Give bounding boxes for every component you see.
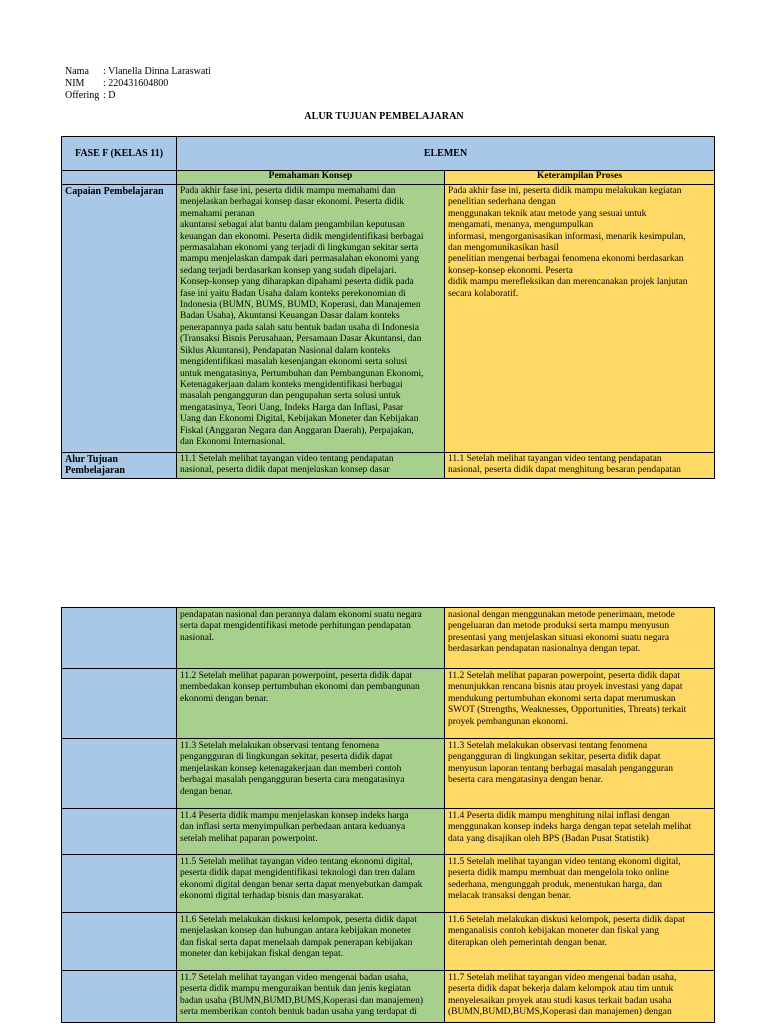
name-value: : Vlanella Dinna Laraswati <box>103 66 211 77</box>
row-keterampilan-cell: nasional dengan menggunakan metode penerimaan, metode pengeluaran dan metode produksi serta mampu menyusun presentasi yang menjelaskan situasi ekonomi suatu negara berdasarkan pendapatan nasionalnya dengan tepat. <box>445 608 715 669</box>
row-keterampilan-cell: 11.2 Setelah melihat paparan powerpoint, peserta didik dapat menunjukkan rencana bisnis atau proyek investasi yang dapat mendukung pertumbuhan ekonomi serta dapat merumuskan SWOT (Strengths, Weaknesses, Opportunities, Threats) terkait proyek pembangunan ekonomi. <box>445 669 715 739</box>
alur-label: Alur Tujuan Pembelajaran <box>62 453 177 479</box>
label-cell <box>62 669 177 739</box>
row-keterampilan-cell: 11.7 Setelah melihat tayangan video mengenai badan usaha, peserta didik dapat bekerja dalam kelompok atau tim untuk menyelesaikan proyek atau studi kasus terkait badan usaha (BUMN,BUMD,BUMS,Koperasi dan manajemen) dengan <box>445 971 715 1023</box>
nim-value: : 220431604800 <box>103 78 169 89</box>
row-keterampilan-cell: 11.4 Peserta didik mampu menghitung nilai inflasi dengan menggunakan konsep indeks harga dengan tepat setelah melihat data yang disajikan oleh BPS (Badan Pusat Statistik) <box>445 809 715 855</box>
fase-header: FASE F (KELAS 11) <box>62 137 177 171</box>
label-cell <box>62 608 177 669</box>
label-cell <box>62 855 177 913</box>
label-cell <box>62 971 177 1023</box>
offering-label: Offering <box>65 90 100 101</box>
offering-value: : D <box>103 90 116 101</box>
atp-table-page2 <box>61 607 715 1023</box>
elemen-header: ELEMEN <box>177 137 715 171</box>
offering-row <box>65 90 211 102</box>
pemahaman-konsep-header: Pemahaman Konsep <box>177 171 445 185</box>
row-pemahaman-cell: 11.2 Setelah melihat paparan powerpoint, peserta didik dapat membedakan konsep pertumbuhan ekonomi dan pembangunan ekonomi dengan benar. <box>177 669 445 739</box>
label-cell <box>62 739 177 809</box>
capaian-keterampilan-cell: Pada akhir fase ini, peserta didik mampu melakukan kegiatan penelitian sederhana dengan menggunakan teknik atau metode yang sesuai untuk mengamati, menanya, mengumpulkan informasi, mengorganisasikan informasi, menarik kesimpulan, dan mengomunikasikan hasil penelitian mengenai berbagai fenomena ekonomi berdasarkan konsep-konsep ekonomi. Peserta didik mampu merefleksikan dan merencanakan projek lanjutan secara kolaboratif. <box>445 185 715 453</box>
document-title: ALUR TUJUAN PEMBELAJARAN <box>304 111 464 122</box>
capaian-pemahaman-cell: Pada akhir fase ini, peserta didik mampu memahami dan menjelaskan berbagai konsep dasar ekonomi. Peserta didik memahami peranan akuntansi sebagai alat bantu dalam pengambilan keputusan keuangan dan ekonomi. Peserta didik mengidentifikasi berbagai permasalahan ekonomi yang terjadi di lingkungan sekitar serta mampu menjelaskan dampak dari permasalahan ekonomi yang sedang terjadi berdasarkan konsep yang sudah dipelajari. Konsep-konsep yang diharapkan dipahami peserta didik pada fase ini yaitu Badan Usaha dalam konteks perekonomian di Indonesia (BUMN, BUMS, BUMD, Koperasi, dan Manajemen Badan Usaha), Akuntansi Keuangan Dasar dalam konteks penerapannya pada salah satu bentuk badan usaha di Indonesia (Transaksi Bisnis Perusahaan, Persamaan Dasar Akuntansi, dan Siklus Akuntansi), Pendapatan Nasional dalam konteks mengidentifikasi masalah kesenjangan ekonomi serta solusi untuk mengatasinya, Pertumbuhan dan Pembangunan Ekonomi, Ketenagakerjaan dalam konteks mengidentifikasi berbagai masalah pengangguran dan pengupahan serta solusi untuk mengatasinya, Teori Uang, Indeks Harga dan Inflasi, Pasar Uang dan Ekonomi Digital, Kebijakan Moneter dan Kebijakan Fiskal (Anggaran Negara dan Anggaran Daerah), Perpajakan, dan Ekonomi Internasional. <box>177 185 445 453</box>
name-label: Nama <box>65 66 89 77</box>
empty-header-cell <box>62 171 177 185</box>
row-pemahaman-cell: 11.5 Setelah melihat tayangan video tentang ekonomi digital, peserta didik dapat mengidentifikasi teknologi dan tren dalam ekonomi digital dengan benar serta dapat menyebutkan dampak ekonomi digital terhadap bisnis dan masyarakat. <box>177 855 445 913</box>
row-keterampilan-cell: 11.3 Setelah melakukan observasi tentang fenomena pengangguran di lingkungan sekitar, peserta didik dapat menyusun laporan tentang berbagai masalah pengangguran beserta cara mengatasinya dengan benar. <box>445 739 715 809</box>
atp-table-page1 <box>61 136 715 479</box>
student-info <box>65 66 211 102</box>
row-pemahaman-cell: pendapatan nasional dan perannya dalam ekonomi suatu negara serta dapat mengidentifikasi metode perhitungan pendapatan nasional. <box>177 608 445 669</box>
alur-keterampilan-cell: 11.1 Setelah melihat tayangan video tentang pendapatan nasional, peserta didik dapat menghitung besaran pendapatan <box>445 453 715 479</box>
row-pemahaman-cell: 11.4 Peserta didik mampu menjelaskan konsep indeks harga dan inflasi serta menyimpulkan perbedaan antara keduanya setelah melihat paparan powerpoint. <box>177 809 445 855</box>
keterampilan-proses-header: Keterampilan Proses <box>445 171 715 185</box>
label-cell <box>62 913 177 971</box>
label-cell <box>62 809 177 855</box>
row-pemahaman-cell: 11.3 Setelah melakukan observasi tentang fenomena pengangguran di lingkungan sekitar, peserta didik dapat menjelaskan konsep ketenagakerjaan dan memberi contoh berbagai masalah pengangguran beserta cara mengatasinya dengan benar. <box>177 739 445 809</box>
nim-row <box>65 78 211 90</box>
name-row <box>65 66 211 78</box>
row-keterampilan-cell: 11.5 Setelah melihat tayangan video tentang ekonomi digital, peserta didik mampu membuat dan mengelola toko online sederhana, mengunggah produk, menentukan harga, dan melacak transaksi dengan benar. <box>445 855 715 913</box>
row-pemahaman-cell: 11.6 Setelah melakukan diskusi kelompok, peserta didik dapat menjelaskan konsep dan hubungan antara kebijakan moneter dan fiskal serta dapat menelaah dampak penerapan kebijakan moneter dan kebijakan fiskal dengan tepat. <box>177 913 445 971</box>
alur-pemahaman-cell: 11.1 Setelah melihat tayangan video tentang pendapatan nasional, peserta didik dapat menjelaskan konsep dasar <box>177 453 445 479</box>
nim-label: NIM <box>65 78 85 89</box>
capaian-label: Capaian Pembelajaran <box>62 185 177 453</box>
row-pemahaman-cell: 11.7 Setelah melihat tayangan video mengenai badan usaha, peserta didik mampu menguraikan bentuk dan jenis kegiatan badan usaha (BUMN,BUMD,BUMS,Koperasi dan manajemen) serta memberikan contoh bentuk badan usaha yang terdapat di <box>177 971 445 1023</box>
row-keterampilan-cell: 11.6 Setelah melakukan diskusi kelompok, peserta didik dapat menganalisis contoh kebijakan moneter dan fiskal yang diterapkan oleh pemerintah dengan benar. <box>445 913 715 971</box>
